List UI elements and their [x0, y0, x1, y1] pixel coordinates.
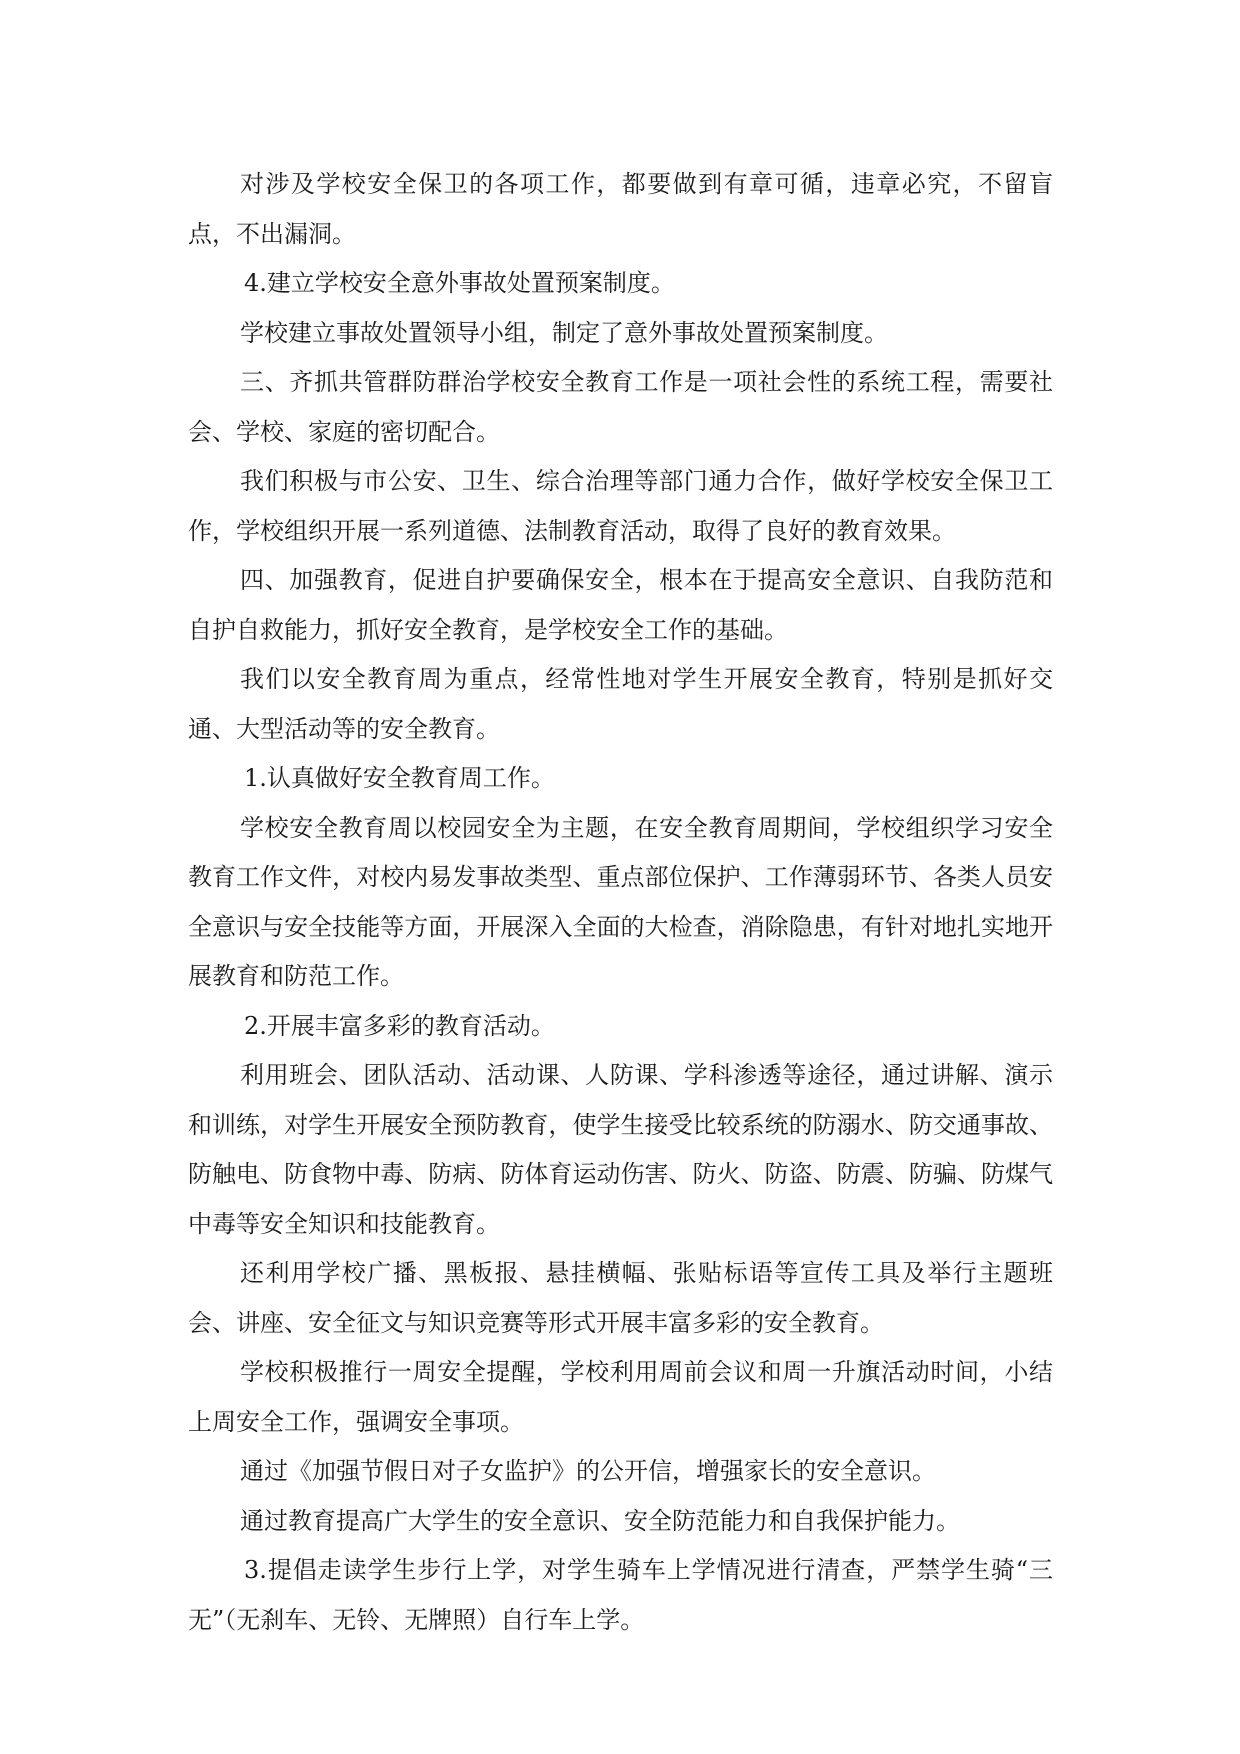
paragraph: 我们以安全教育周为重点，经常性地对学生开展安全教育，特别是抓好交通、大型活动等的安全教育。	[188, 665, 1053, 743]
section-heading: 3.提倡走读学生步行上学，对学生骑车上学情况进行清查，严禁学生骑“三无”（无刹车、无铃、无牌照）自行车上学。	[188, 1556, 1053, 1634]
paragraph: 学校积极推行一周安全提醒，学校利用周前会议和周一升旗活动时间，小结上周安全工作，强调安全事项。	[188, 1358, 1053, 1436]
paragraph: 还利用学校广播、黑板报、悬挂横幅、张贴标语等宣传工具及举行主题班会、讲座、安全征文与知识竞赛等形式开展丰富多彩的安全教育。	[188, 1259, 1053, 1337]
section-heading: 1.认真做好安全教育周工作。	[244, 764, 555, 792]
paragraph: 利用班会、团队活动、活动课、人防课、学科渗透等途径，通过讲解、演示和训练，对学生开展安全预防教育，使学生接受比较系统的防溺水、防交通事故、防触电、防食物中毒、防病、防体育运动伤害、防火、防盗、防震、防骗、防煤气中毒等安全知识和技能教育。	[188, 1061, 1053, 1238]
paragraph: 通过《加强节假日对子女监护》的公开信，增强家长的安全意识。	[240, 1457, 936, 1485]
section-heading: 2.开展丰富多彩的教育活动。	[244, 1011, 555, 1040]
paragraph: 对涉及学校安全保卫的各项工作，都要做到有章可循，违章必究，不留盲点，不出漏洞。	[188, 170, 1053, 248]
document-body	[188, 160, 1053, 1645]
section-heading: 三、齐抓共管群防群治学校安全教育工作是一项社会性的系统工程，需要社会、学校、家庭的密切配合。	[188, 368, 1053, 446]
paragraph: 通过教育提高广大学生的安全意识、安全防范能力和自我保护能力。	[240, 1506, 960, 1535]
paragraph: 我们积极与市公安、卫生、综合治理等部门通力合作，做好学校安全保卫工作，学校组织开展一系列道德、法制教育活动，取得了良好的教育效果。	[188, 467, 1053, 545]
paragraph: 学校安全教育周以校园安全为主题，在安全教育周期间，学校组织学习安全教育工作文件，对校内易发事故类型、重点部位保护、工作薄弱环节、各类人员安全意识与安全技能等方面，开展深入全面的大检查，消除隐患，有针对地扎实地开展教育和防范工作。	[188, 813, 1053, 990]
paragraph: 学校建立事故处置领导小组，制定了意外事故处置预案制度。	[240, 318, 888, 347]
section-heading: 四、加强教育，促进自护要确保安全，根本在于提高安全意识、自我防范和自护自救能力，抓好安全教育，是学校安全工作的基础。	[188, 566, 1053, 644]
section-heading: 4.建立学校安全意外事故处置预案制度。	[244, 269, 675, 297]
